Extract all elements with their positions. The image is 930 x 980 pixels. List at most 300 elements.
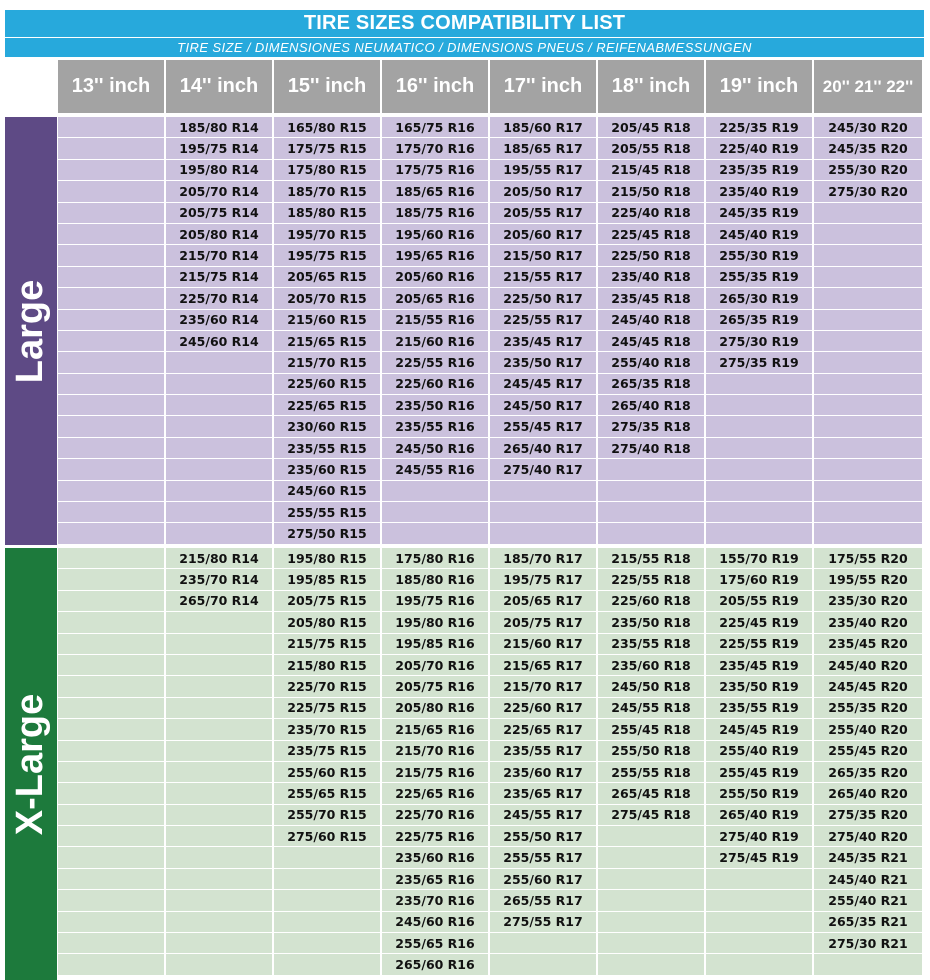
- tire-size-cell: 215/75 R15: [274, 634, 380, 654]
- tire-size-cell: 265/45 R18: [598, 783, 704, 803]
- tire-size-cell: 265/40 R18: [598, 395, 704, 415]
- empty-cell: [58, 591, 164, 611]
- tire-size-cell: 225/60 R15: [274, 374, 380, 394]
- tire-size-cell: 215/55 R16: [382, 310, 488, 330]
- empty-cell: [58, 741, 164, 761]
- tire-size-cell: 265/60 R16: [382, 954, 488, 974]
- tire-size-cell: 235/55 R17: [490, 741, 596, 761]
- tire-size-cell: 205/45 R18: [598, 117, 704, 137]
- empty-cell: [814, 416, 922, 436]
- empty-cell: [490, 523, 596, 543]
- empty-cell: [598, 481, 704, 501]
- tire-size-cell: 255/40 R20: [814, 719, 922, 739]
- empty-cell: [490, 933, 596, 953]
- empty-cell: [58, 805, 164, 825]
- empty-cell: [814, 331, 922, 351]
- empty-cell: [598, 826, 704, 846]
- column-header-14: 14'' inch: [166, 60, 272, 113]
- tire-size-cell: 235/60 R17: [490, 762, 596, 782]
- empty-cell: [166, 459, 272, 479]
- empty-cell: [58, 719, 164, 739]
- empty-cell: [706, 890, 812, 910]
- tire-size-cell: 185/80 R15: [274, 203, 380, 223]
- empty-cell: [58, 203, 164, 223]
- empty-cell: [490, 502, 596, 522]
- tire-size-cell: 225/40 R18: [598, 203, 704, 223]
- tire-size-cell: 275/30 R21: [814, 933, 922, 953]
- tire-size-cell: 205/65 R15: [274, 267, 380, 287]
- empty-cell: [814, 352, 922, 372]
- tire-size-cell: 225/60 R18: [598, 591, 704, 611]
- tire-size-cell: 205/65 R16: [382, 288, 488, 308]
- empty-cell: [706, 481, 812, 501]
- empty-cell: [706, 502, 812, 522]
- tire-size-cell: 275/60 R15: [274, 826, 380, 846]
- tire-size-cell: 265/70 R14: [166, 591, 272, 611]
- tire-size-cell: 205/55 R17: [490, 203, 596, 223]
- tire-size-cell: 230/60 R15: [274, 416, 380, 436]
- tire-size-cell: 235/75 R15: [274, 741, 380, 761]
- tire-size-cell: 195/55 R20: [814, 569, 922, 589]
- empty-cell: [382, 523, 488, 543]
- empty-cell: [598, 847, 704, 867]
- tire-size-cell: 265/40 R17: [490, 438, 596, 458]
- empty-cell: [58, 523, 164, 543]
- tire-size-cell: 225/60 R16: [382, 374, 488, 394]
- tire-size-cell: 235/55 R18: [598, 634, 704, 654]
- tire-size-cell: 235/60 R16: [382, 847, 488, 867]
- tire-size-cell: 235/50 R19: [706, 676, 812, 696]
- empty-cell: [166, 438, 272, 458]
- tire-size-cell: 275/30 R20: [814, 181, 922, 201]
- empty-cell: [58, 783, 164, 803]
- tire-size-cell: 265/35 R20: [814, 762, 922, 782]
- empty-cell: [598, 933, 704, 953]
- tire-size-cell: 245/50 R16: [382, 438, 488, 458]
- empty-cell: [814, 954, 922, 974]
- tire-size-cell: 255/50 R17: [490, 826, 596, 846]
- tire-size-cell: 225/55 R19: [706, 634, 812, 654]
- tire-size-cell: 175/55 R20: [814, 548, 922, 568]
- tire-size-cell: 245/55 R18: [598, 698, 704, 718]
- tire-size-cell: 255/45 R17: [490, 416, 596, 436]
- tire-size-cell: 275/55 R17: [490, 912, 596, 932]
- empty-cell: [814, 224, 922, 244]
- tire-size-cell: 245/60 R14: [166, 331, 272, 351]
- empty-cell: [166, 655, 272, 675]
- tire-size-cell: 215/45 R18: [598, 160, 704, 180]
- page-title: TIRE SIZES COMPATIBILITY LIST: [5, 10, 924, 37]
- tire-size-cell: 195/60 R16: [382, 224, 488, 244]
- tire-size-cell: 275/50 R15: [274, 523, 380, 543]
- tire-size-cell: 245/40 R18: [598, 310, 704, 330]
- tire-size-cell: 195/80 R16: [382, 612, 488, 632]
- tire-size-cell: 195/75 R16: [382, 591, 488, 611]
- tire-size-cell: 255/35 R20: [814, 698, 922, 718]
- tire-size-cell: 165/80 R15: [274, 117, 380, 137]
- empty-cell: [598, 869, 704, 889]
- empty-cell: [58, 160, 164, 180]
- tire-size-cell: 235/55 R15: [274, 438, 380, 458]
- tire-size-cell: 235/70 R15: [274, 719, 380, 739]
- tire-size-cell: 215/65 R16: [382, 719, 488, 739]
- tire-size-cell: 215/50 R18: [598, 181, 704, 201]
- tire-size-cell: 235/65 R17: [490, 783, 596, 803]
- tire-size-cell: 235/40 R19: [706, 181, 812, 201]
- tire-size-cell: 235/60 R18: [598, 655, 704, 675]
- empty-cell: [706, 438, 812, 458]
- tire-size-cell: 195/75 R15: [274, 245, 380, 265]
- tire-size-cell: 175/75 R15: [274, 138, 380, 158]
- tire-size-cell: 215/70 R17: [490, 676, 596, 696]
- tire-size-cell: 225/55 R18: [598, 569, 704, 589]
- tire-size-cell: 205/75 R16: [382, 676, 488, 696]
- tire-size-cell: 235/55 R19: [706, 698, 812, 718]
- empty-cell: [58, 245, 164, 265]
- tire-size-cell: 215/50 R17: [490, 245, 596, 265]
- empty-cell: [58, 459, 164, 479]
- tire-size-cell: 225/65 R15: [274, 395, 380, 415]
- tire-size-cell: 275/45 R18: [598, 805, 704, 825]
- tire-size-cell: 255/65 R16: [382, 933, 488, 953]
- tire-size-cell: 195/70 R15: [274, 224, 380, 244]
- empty-cell: [58, 912, 164, 932]
- tire-size-cell: 185/70 R15: [274, 181, 380, 201]
- tire-size-cell: 255/50 R18: [598, 741, 704, 761]
- tire-size-cell: 215/65 R17: [490, 655, 596, 675]
- tire-size-cell: 155/70 R19: [706, 548, 812, 568]
- empty-cell: [706, 459, 812, 479]
- empty-cell: [58, 655, 164, 675]
- tire-size-cell: 205/70 R14: [166, 181, 272, 201]
- tire-size-cell: 255/30 R19: [706, 245, 812, 265]
- tire-size-cell: 255/55 R17: [490, 847, 596, 867]
- column-header-13: 13'' inch: [58, 60, 164, 113]
- column-header-15: 15'' inch: [274, 60, 380, 113]
- tire-size-cell: 255/45 R19: [706, 762, 812, 782]
- tire-size-cell: 255/35 R19: [706, 267, 812, 287]
- empty-cell: [814, 481, 922, 501]
- tire-size-cell: 245/40 R20: [814, 655, 922, 675]
- column-header-16: 16'' inch: [382, 60, 488, 113]
- tire-size-cell: 235/70 R14: [166, 569, 272, 589]
- tire-size-cell: 255/50 R19: [706, 783, 812, 803]
- large-section-label-text: Large: [9, 279, 52, 383]
- empty-cell: [58, 826, 164, 846]
- tire-size-cell: 225/55 R16: [382, 352, 488, 372]
- empty-cell: [166, 869, 272, 889]
- empty-cell: [814, 203, 922, 223]
- tire-size-cell: 255/30 R20: [814, 160, 922, 180]
- empty-cell: [706, 912, 812, 932]
- empty-cell: [490, 481, 596, 501]
- column-header-18: 18'' inch: [598, 60, 704, 113]
- tire-size-cell: 245/40 R21: [814, 869, 922, 889]
- tire-size-cell: 205/70 R16: [382, 655, 488, 675]
- empty-cell: [598, 523, 704, 543]
- tire-size-cell: 245/55 R16: [382, 459, 488, 479]
- tire-size-cell: 215/80 R15: [274, 655, 380, 675]
- tire-size-cell: 275/45 R19: [706, 847, 812, 867]
- empty-cell: [274, 847, 380, 867]
- empty-cell: [814, 459, 922, 479]
- page-subtitle: TIRE SIZE / DIMENSIONES NEUMATICO / DIMENSIONS PNEUS / REIFENABMESSUNGEN: [5, 38, 924, 57]
- empty-cell: [598, 890, 704, 910]
- tire-size-cell: 275/30 R19: [706, 331, 812, 351]
- tire-size-cell: 215/70 R15: [274, 352, 380, 372]
- empty-cell: [382, 481, 488, 501]
- empty-cell: [58, 548, 164, 568]
- tire-size-cell: 225/70 R16: [382, 805, 488, 825]
- tire-size-cell: 275/35 R20: [814, 805, 922, 825]
- tire-size-cell: 205/70 R15: [274, 288, 380, 308]
- empty-cell: [166, 634, 272, 654]
- tire-size-cell: 205/65 R17: [490, 591, 596, 611]
- tire-size-cell: 265/30 R19: [706, 288, 812, 308]
- empty-cell: [58, 612, 164, 632]
- tire-size-cell: 235/55 R16: [382, 416, 488, 436]
- empty-cell: [166, 805, 272, 825]
- tire-size-cell: 255/70 R15: [274, 805, 380, 825]
- tire-size-cell: 225/65 R16: [382, 783, 488, 803]
- tire-size-cell: 235/45 R18: [598, 288, 704, 308]
- empty-cell: [814, 245, 922, 265]
- empty-cell: [814, 523, 922, 543]
- tire-size-cell: 235/45 R17: [490, 331, 596, 351]
- empty-cell: [274, 954, 380, 974]
- empty-cell: [166, 416, 272, 436]
- empty-cell: [598, 912, 704, 932]
- empty-cell: [58, 310, 164, 330]
- tire-size-cell: 215/55 R17: [490, 267, 596, 287]
- empty-cell: [166, 847, 272, 867]
- tire-size-cell: 185/65 R16: [382, 181, 488, 201]
- tire-size-cell: 255/65 R15: [274, 783, 380, 803]
- empty-cell: [166, 890, 272, 910]
- empty-cell: [166, 741, 272, 761]
- tire-size-cell: 235/50 R17: [490, 352, 596, 372]
- empty-cell: [58, 138, 164, 158]
- empty-cell: [814, 395, 922, 415]
- empty-cell: [58, 117, 164, 137]
- empty-cell: [58, 869, 164, 889]
- empty-cell: [166, 612, 272, 632]
- empty-cell: [598, 954, 704, 974]
- large-section-label: [5, 117, 57, 545]
- tire-size-cell: 265/55 R17: [490, 890, 596, 910]
- tire-size-cell: 185/70 R17: [490, 548, 596, 568]
- tire-size-cell: 255/55 R18: [598, 762, 704, 782]
- tire-size-cell: 215/55 R18: [598, 548, 704, 568]
- empty-cell: [58, 395, 164, 415]
- empty-cell: [166, 502, 272, 522]
- tire-size-cell: 275/35 R19: [706, 352, 812, 372]
- empty-cell: [58, 352, 164, 372]
- empty-cell: [58, 331, 164, 351]
- empty-cell: [58, 569, 164, 589]
- empty-cell: [58, 933, 164, 953]
- tire-size-cell: 195/55 R17: [490, 160, 596, 180]
- empty-cell: [58, 267, 164, 287]
- tire-size-cell: 225/35 R19: [706, 117, 812, 137]
- empty-cell: [58, 954, 164, 974]
- empty-cell: [58, 374, 164, 394]
- x-large-size-grid: [58, 548, 922, 975]
- tire-size-cell: 195/80 R15: [274, 548, 380, 568]
- empty-cell: [814, 267, 922, 287]
- tire-size-cell: 195/75 R17: [490, 569, 596, 589]
- tire-size-cell: 215/65 R15: [274, 331, 380, 351]
- tire-size-cell: 255/45 R20: [814, 741, 922, 761]
- tire-size-cell: 255/45 R18: [598, 719, 704, 739]
- empty-cell: [166, 954, 272, 974]
- tire-size-cell: 225/45 R19: [706, 612, 812, 632]
- tire-size-cell: 215/70 R16: [382, 741, 488, 761]
- tire-size-cell: 165/75 R16: [382, 117, 488, 137]
- column-header-row: [58, 60, 922, 113]
- empty-cell: [598, 502, 704, 522]
- tire-size-cell: 225/75 R16: [382, 826, 488, 846]
- tire-size-cell: 215/75 R14: [166, 267, 272, 287]
- tire-size-cell: 235/35 R19: [706, 160, 812, 180]
- tire-size-cell: 185/80 R14: [166, 117, 272, 137]
- empty-cell: [166, 395, 272, 415]
- tire-size-cell: 275/40 R19: [706, 826, 812, 846]
- tire-size-cell: 265/40 R19: [706, 805, 812, 825]
- tire-size-cell: 205/80 R14: [166, 224, 272, 244]
- tire-size-cell: 195/85 R15: [274, 569, 380, 589]
- empty-cell: [58, 676, 164, 696]
- tire-size-cell: 255/40 R19: [706, 741, 812, 761]
- tire-size-cell: 225/40 R19: [706, 138, 812, 158]
- tire-size-cell: 205/75 R14: [166, 203, 272, 223]
- tire-size-cell: 245/35 R20: [814, 138, 922, 158]
- tire-size-cell: 215/60 R16: [382, 331, 488, 351]
- tire-size-cell: 275/40 R20: [814, 826, 922, 846]
- tire-size-cell: 275/40 R17: [490, 459, 596, 479]
- tire-size-cell: 215/60 R15: [274, 310, 380, 330]
- empty-cell: [58, 438, 164, 458]
- tire-size-cell: 205/60 R16: [382, 267, 488, 287]
- tire-size-cell: 225/70 R15: [274, 676, 380, 696]
- tire-size-cell: 235/40 R18: [598, 267, 704, 287]
- tire-size-cell: 275/40 R18: [598, 438, 704, 458]
- empty-cell: [166, 352, 272, 372]
- tire-size-cell: 245/45 R17: [490, 374, 596, 394]
- empty-cell: [166, 783, 272, 803]
- empty-cell: [58, 181, 164, 201]
- tire-size-cell: 225/50 R18: [598, 245, 704, 265]
- empty-cell: [58, 288, 164, 308]
- empty-cell: [166, 698, 272, 718]
- tire-size-cell: 265/35 R21: [814, 912, 922, 932]
- empty-cell: [58, 634, 164, 654]
- tire-size-cell: 245/50 R17: [490, 395, 596, 415]
- tire-size-cell: 265/35 R18: [598, 374, 704, 394]
- empty-cell: [382, 502, 488, 522]
- tire-size-cell: 225/50 R17: [490, 288, 596, 308]
- empty-cell: [166, 912, 272, 932]
- empty-cell: [58, 416, 164, 436]
- tire-size-cell: 235/70 R16: [382, 890, 488, 910]
- tire-size-cell: 215/75 R16: [382, 762, 488, 782]
- tire-size-cell: 235/60 R14: [166, 310, 272, 330]
- empty-cell: [814, 288, 922, 308]
- empty-cell: [814, 310, 922, 330]
- empty-cell: [166, 523, 272, 543]
- empty-cell: [598, 459, 704, 479]
- tire-size-cell: 245/60 R16: [382, 912, 488, 932]
- tire-size-cell: 235/50 R18: [598, 612, 704, 632]
- empty-cell: [706, 954, 812, 974]
- tire-size-cell: 245/60 R15: [274, 481, 380, 501]
- tire-size-cell: 255/60 R17: [490, 869, 596, 889]
- empty-cell: [58, 481, 164, 501]
- tire-size-cell: 235/60 R15: [274, 459, 380, 479]
- empty-cell: [490, 954, 596, 974]
- empty-cell: [166, 374, 272, 394]
- tire-size-cell: 205/50 R17: [490, 181, 596, 201]
- empty-cell: [166, 481, 272, 501]
- empty-cell: [706, 523, 812, 543]
- tire-size-cell: 185/65 R17: [490, 138, 596, 158]
- tire-size-cell: 235/50 R16: [382, 395, 488, 415]
- tire-size-cell: 225/60 R17: [490, 698, 596, 718]
- empty-cell: [166, 826, 272, 846]
- tire-size-cell: 205/55 R19: [706, 591, 812, 611]
- empty-cell: [706, 416, 812, 436]
- tire-size-cell: 235/65 R16: [382, 869, 488, 889]
- tire-size-cell: 245/45 R20: [814, 676, 922, 696]
- empty-cell: [166, 719, 272, 739]
- tire-size-cell: 185/60 R17: [490, 117, 596, 137]
- tire-size-cell: 205/55 R18: [598, 138, 704, 158]
- tire-size-cell: 245/30 R20: [814, 117, 922, 137]
- x-large-section-label-text: X-Large: [9, 693, 52, 835]
- tire-size-cell: 225/65 R17: [490, 719, 596, 739]
- tire-size-cell: 195/75 R14: [166, 138, 272, 158]
- tire-size-cell: 265/40 R20: [814, 783, 922, 803]
- tire-size-cell: 215/60 R17: [490, 634, 596, 654]
- tire-size-cell: 225/45 R18: [598, 224, 704, 244]
- tire-size-cell: 185/80 R16: [382, 569, 488, 589]
- tire-size-cell: 225/75 R15: [274, 698, 380, 718]
- empty-cell: [274, 890, 380, 910]
- empty-cell: [706, 869, 812, 889]
- tire-size-cell: 175/60 R19: [706, 569, 812, 589]
- tire-size-cell: 235/30 R20: [814, 591, 922, 611]
- tire-size-cell: 175/70 R16: [382, 138, 488, 158]
- empty-cell: [166, 762, 272, 782]
- tire-size-cell: 255/60 R15: [274, 762, 380, 782]
- empty-cell: [706, 395, 812, 415]
- tire-size-cell: 245/45 R19: [706, 719, 812, 739]
- tire-size-cell: 205/60 R17: [490, 224, 596, 244]
- empty-cell: [58, 890, 164, 910]
- tire-size-cell: 265/35 R19: [706, 310, 812, 330]
- tire-size-cell: 245/35 R19: [706, 203, 812, 223]
- empty-cell: [58, 762, 164, 782]
- column-header-20-21-22: 20'' 21'' 22'': [814, 60, 922, 113]
- column-header-19: 19'' inch: [706, 60, 812, 113]
- empty-cell: [274, 933, 380, 953]
- empty-cell: [274, 869, 380, 889]
- empty-cell: [166, 933, 272, 953]
- tire-size-cell: 245/50 R18: [598, 676, 704, 696]
- tire-size-cell: 195/80 R14: [166, 160, 272, 180]
- tire-size-cell: 245/55 R17: [490, 805, 596, 825]
- empty-cell: [58, 847, 164, 867]
